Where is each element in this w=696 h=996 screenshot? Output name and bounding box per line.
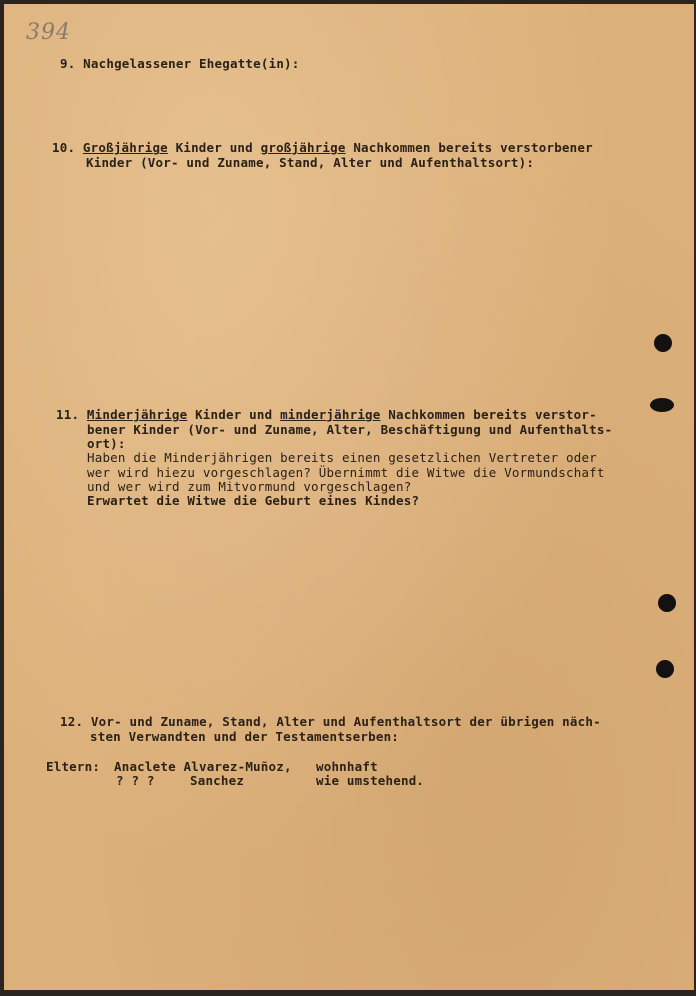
section-12-line-2: sten Verwandten und der Testamentserben: — [90, 729, 400, 744]
section-9-label: 9. Nachgelassener Ehegatte(in): — [60, 56, 300, 71]
parents-mother-first: ? ? ? — [116, 773, 155, 788]
parents-label: Eltern: — [46, 759, 101, 774]
section-11-line-2: bener Kinder (Vor- und Zuname, Alter, Beschäftigung und Aufenthalts- — [87, 422, 613, 437]
section-11-line-1 — [56, 407, 597, 422]
section-11-line-7: Erwartet die Witwe die Geburt eines Kindes? — [87, 493, 420, 508]
parents-mother-note: wie umstehend. — [316, 773, 425, 788]
punch-hole — [654, 334, 672, 352]
parents-father-note: wohnhaft — [316, 759, 378, 774]
section-12-text-1: Vor- und Zuname, Stand, Alter und Aufenthaltsort der übrigen näch- — [90, 714, 601, 729]
section-10-term-1: Großjährige — [82, 140, 168, 155]
section-10-term-2: großjährige — [260, 140, 346, 155]
section-10-text-2: Nachkommen bereits verstorbener — [345, 140, 593, 155]
section-10-line-1 — [52, 140, 593, 155]
section-11-term-1: Minderjährige — [86, 407, 188, 422]
punch-hole — [658, 594, 676, 612]
section-11-term-2: minderjährige — [280, 407, 381, 422]
section-11-line-5: wer wird hiezu vorgeschlagen? Übernimmt die Witwe die Vormundschaft — [87, 465, 605, 480]
punch-hole — [656, 660, 674, 678]
document-page — [4, 4, 694, 990]
section-12-number: 12. — [60, 714, 84, 729]
section-11-text-2: Nachkommen bereits verstor- — [380, 407, 597, 422]
section-11-text-1: Kinder und — [187, 407, 281, 422]
parents-father-name: Anaclete Alvarez-Muñoz, — [114, 759, 292, 774]
section-10-number: 10. — [52, 140, 76, 155]
punch-hole — [650, 398, 674, 412]
section-11-line-4: Haben die Minderjährigen bereits einen gesetzlichen Vertreter oder — [87, 450, 597, 465]
section-12-line-1 — [60, 714, 601, 729]
section-10-text-1: Kinder und — [167, 140, 261, 155]
section-10-line-2: Kinder (Vor- und Zuname, Stand, Alter und Aufenthaltsort): — [86, 155, 535, 170]
parents-mother-last: Sanchez — [190, 773, 245, 788]
page-number: 394 — [26, 20, 71, 45]
section-11-line-6: und wer wird zum Mitvormund vorgeschlagen? — [87, 479, 412, 494]
section-11-line-3: ort): — [87, 436, 126, 451]
section-11-number: 11. — [56, 407, 80, 422]
